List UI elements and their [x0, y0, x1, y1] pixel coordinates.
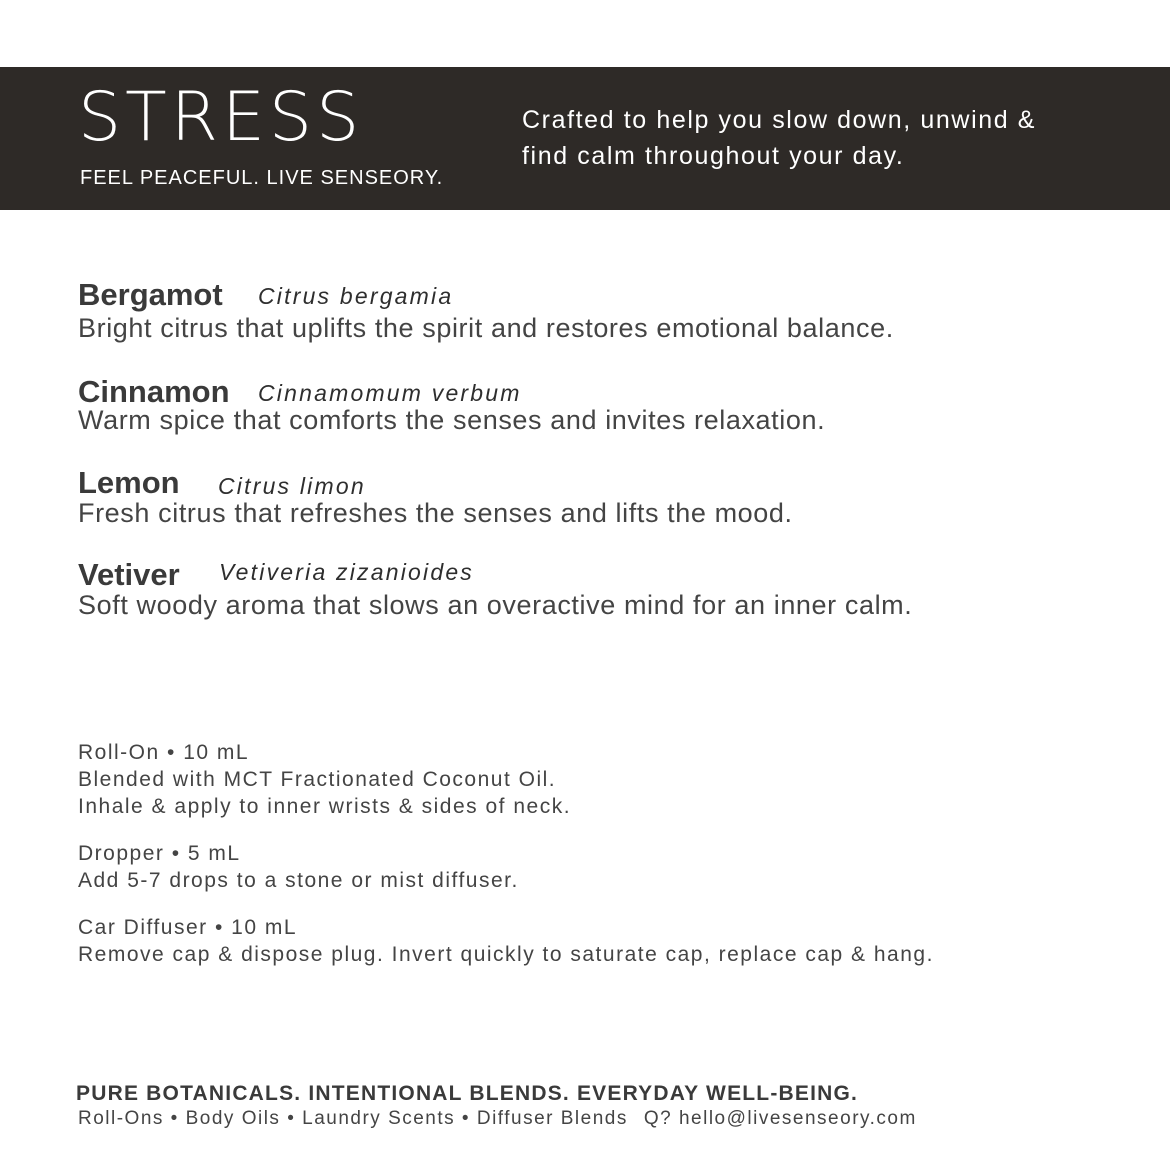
format-title: Car Diffuser • 10 mL — [78, 916, 298, 939]
header-description — [522, 102, 1142, 174]
header-description-line: Crafted to help you slow down, unwind & — [522, 106, 1037, 134]
format-car-diffuser — [78, 914, 934, 968]
footer-headline: PURE BOTANICALS. INTENTIONAL BLENDS. EVERYDAY WELL-BEING. — [76, 1082, 859, 1105]
oil-name: Cinnamon — [78, 374, 230, 409]
oil-description: Fresh citrus that refreshes the senses and lifts the mood. — [78, 498, 793, 528]
format-line: Remove cap & dispose plug. Invert quickly to saturate cap, replace cap & hang. — [78, 943, 934, 966]
format-dropper — [78, 840, 519, 894]
footer-info — [78, 1108, 917, 1130]
format-line: Add 5-7 drops to a stone or mist diffuser. — [78, 869, 519, 892]
footer-contact[interactable]: Q? hello@livesenseory.com — [643, 1108, 917, 1129]
oil-name: Vetiver — [78, 557, 180, 592]
oil-latin-name: Citrus limon — [218, 473, 366, 499]
oil-latin-name: Cinnamomum verbum — [258, 380, 522, 406]
oil-description: Bright citrus that uplifts the spirit and restores emotional balance. — [78, 313, 894, 343]
oil-name: Lemon — [78, 465, 180, 500]
format-title: Dropper • 5 mL — [78, 842, 241, 865]
format-line: Blended with MCT Fractionated Coconut Oil. — [78, 768, 557, 791]
format-roll-on — [78, 739, 571, 820]
oil-latin-name: Citrus bergamia — [258, 283, 454, 309]
tagline: FEEL PEACEFUL. LIVE SENSEORY. — [80, 167, 444, 189]
format-title: Roll-On • 10 mL — [78, 741, 250, 764]
oil-description: Soft woody aroma that slows an overactive mind for an inner calm. — [78, 590, 913, 620]
page-title: STRESS — [78, 78, 364, 157]
oil-description: Warm spice that comforts the senses and invites relaxation. — [78, 405, 826, 435]
oil-latin-name: Vetiveria zizanioides — [219, 559, 475, 585]
oil-name: Bergamot — [78, 277, 223, 312]
format-line: Inhale & apply to inner wrists & sides of neck. — [78, 795, 572, 818]
footer-products: Roll-Ons • Body Oils • Laundry Scents • Diffuser Blends — [78, 1108, 628, 1129]
header-description-line: find calm throughout your day. — [522, 142, 905, 170]
